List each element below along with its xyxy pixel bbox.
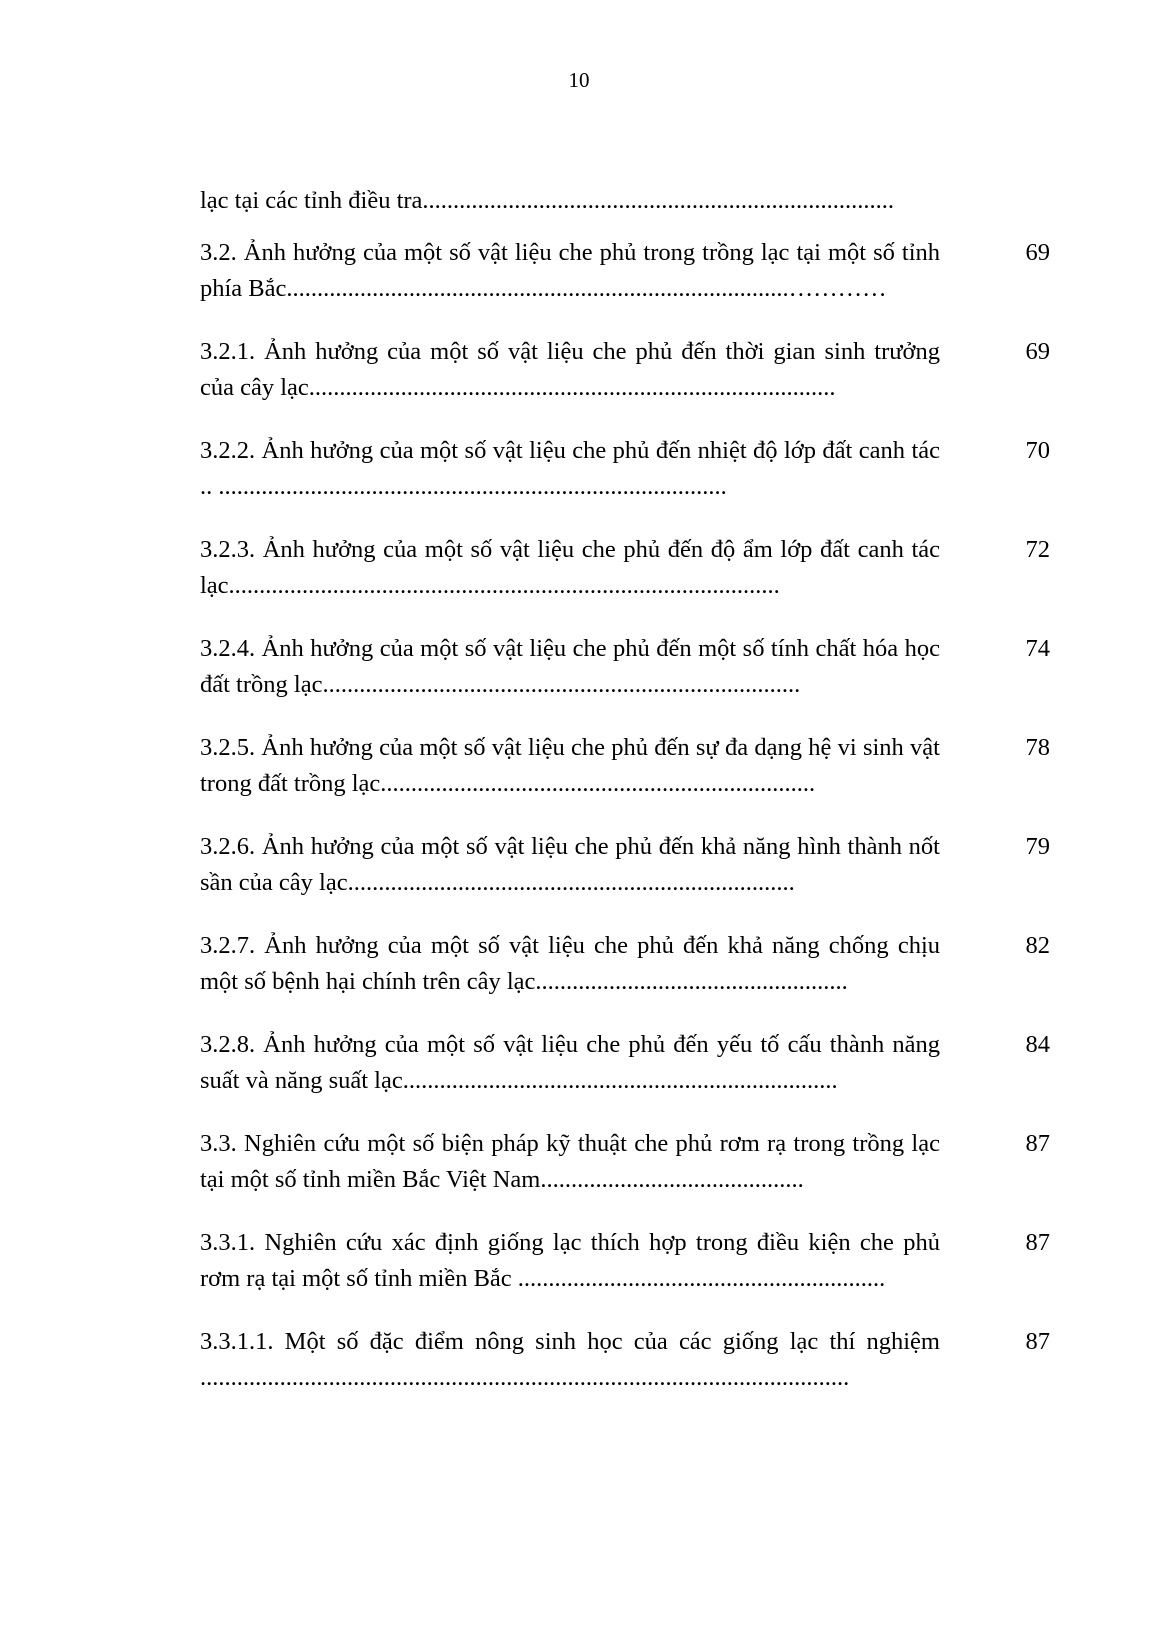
toc-entry-title: 3.3. Nghiên cứu một số biện pháp kỹ thuật che phủ rơm rạ trong trồng lạc tại một số tỉnh miền Bắc Việt Nam........................................... bbox=[200, 1130, 940, 1193]
toc-entry-page: 72 bbox=[1025, 536, 1050, 563]
toc-entry-page: 87 bbox=[1025, 1130, 1050, 1157]
toc-entry-page: 87 bbox=[1025, 1229, 1050, 1256]
toc-entry-page: 82 bbox=[1025, 932, 1050, 959]
toc-entry-page: 74 bbox=[1025, 635, 1050, 662]
toc-entry bbox=[200, 334, 1050, 433]
toc-entry bbox=[200, 532, 1050, 631]
toc-entry-page: 87 bbox=[1025, 1328, 1050, 1355]
toc-entry-title: 3.3.1.1. Một số đặc điểm nông sinh học của các giống lạc thí nghiệm .......................................................................................................... bbox=[200, 1328, 940, 1391]
toc-entry bbox=[200, 433, 1050, 532]
toc-entry-title: 3.2.2. Ảnh hưởng của một số vật liệu che phủ đến nhiệt độ lớp đất canh tác .. ................................................................................... bbox=[200, 437, 940, 500]
toc-entry bbox=[200, 730, 1050, 829]
toc-entry-page: 69 bbox=[1025, 338, 1050, 365]
toc-entry bbox=[200, 235, 1050, 334]
toc-entry-title: 3.2.6. Ảnh hưởng của một số vật liệu che phủ đến khả năng hình thành nốt sần của cây lạc......................................................................... bbox=[200, 833, 940, 896]
toc-entry bbox=[200, 829, 1050, 928]
toc-entry-title: 3.2.8. Ảnh hưởng của một số vật liệu che phủ đến yếu tố cấu thành năng suất và năng suất lạc....................................................................... bbox=[200, 1031, 940, 1094]
toc-entry-title: lạc tại các tỉnh điều tra............................................................................. bbox=[200, 187, 895, 214]
toc-entry-title: 3.2. Ảnh hưởng của một số vật liệu che phủ trong trồng lạc tại một số tỉnh phía Bắc..................................................................................………… bbox=[200, 239, 940, 302]
toc-entry-page: 78 bbox=[1025, 734, 1050, 761]
toc-entry-page: 70 bbox=[1025, 437, 1050, 464]
toc-entry-page: 84 bbox=[1025, 1031, 1050, 1058]
page-number: 10 bbox=[568, 68, 590, 92]
toc-entry bbox=[200, 183, 1050, 235]
toc-entry bbox=[200, 928, 1050, 1027]
toc-entry-title: 3.2.3. Ảnh hưởng của một số vật liệu che phủ đến độ ẩm lớp đất canh tác lạc.......................................................................................... bbox=[200, 536, 940, 599]
toc-entry bbox=[200, 1027, 1050, 1126]
toc-entry-title: 3.3.1. Nghiên cứu xác định giống lạc thích hợp trong điều kiện che phủ rơm rạ tại một số tỉnh miền Bắc ............................................................ bbox=[200, 1229, 940, 1292]
toc-entry-page: 79 bbox=[1025, 833, 1050, 860]
toc-entry bbox=[200, 1225, 1050, 1324]
toc-entry-title: 3.2.5. Ảnh hưởng của một số vật liệu che phủ đến sự đa dạng hệ vi sinh vật trong đất trồng lạc....................................................................... bbox=[200, 734, 940, 797]
toc-entry bbox=[200, 1126, 1050, 1225]
toc-entry-title: 3.2.4. Ảnh hưởng của một số vật liệu che phủ đến một số tính chất hóa học đất trồng lạc.............................................................................. bbox=[200, 635, 940, 698]
table-of-contents bbox=[200, 183, 1050, 1423]
toc-entry bbox=[200, 1324, 1050, 1423]
toc-entry-title: 3.2.7. Ảnh hưởng của một số vật liệu che phủ đến khả năng chống chịu một số bệnh hại chính trên cây lạc................................................... bbox=[200, 932, 940, 995]
toc-entry bbox=[200, 631, 1050, 730]
toc-entry-page: 69 bbox=[1025, 239, 1050, 266]
toc-entry-title: 3.2.1. Ảnh hưởng của một số vật liệu che phủ đến thời gian sinh trưởng của cây lạc...................................................................................... bbox=[200, 338, 940, 401]
